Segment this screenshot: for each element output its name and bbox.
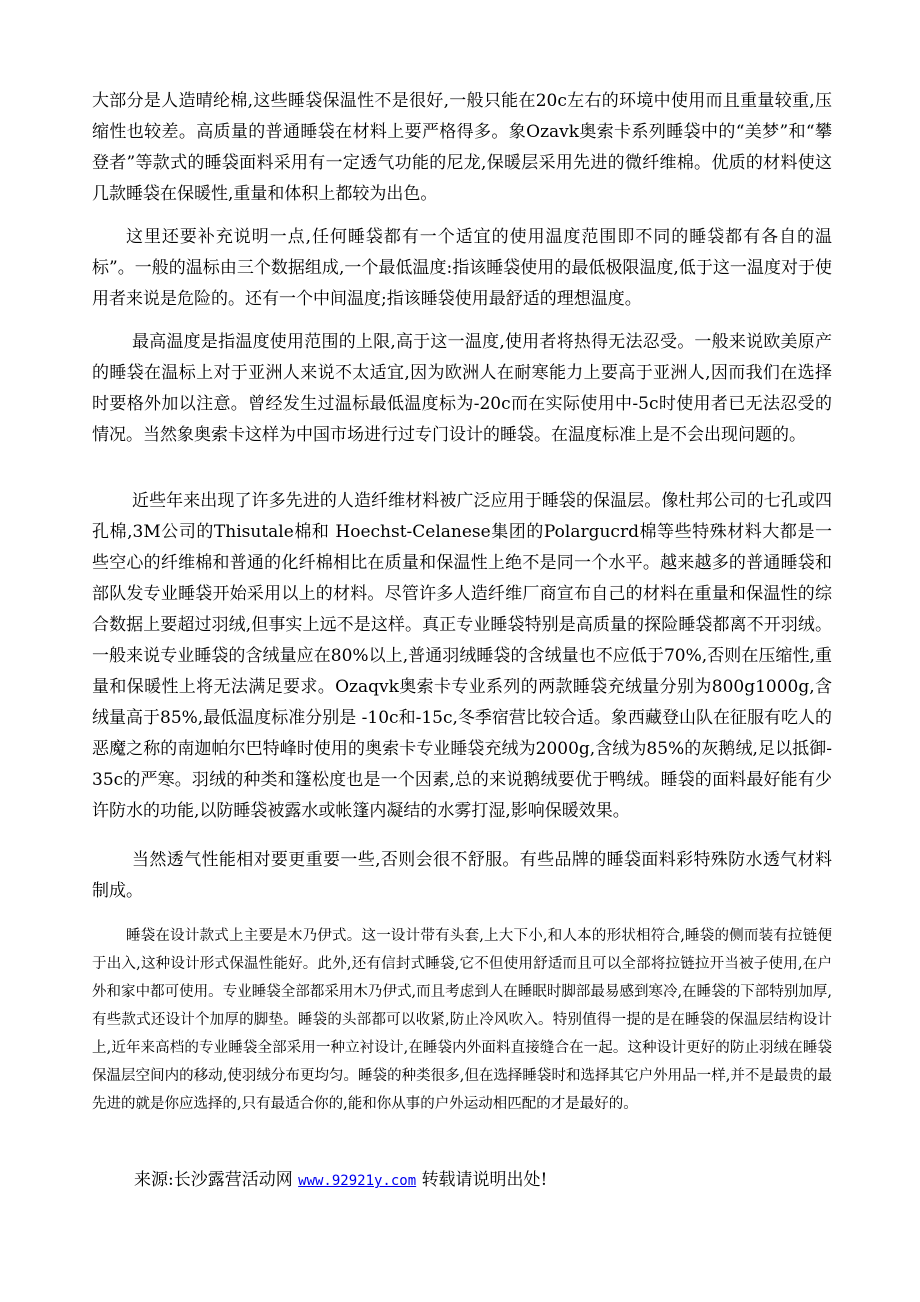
source-prefix: 来源:长沙露营活动网 [134, 1170, 293, 1190]
paragraph-6: 睡袋在设计款式上主要是木乃伊式。这一设计带有头套,上大下小,和人本的形状相符合,睡袋的侧而装有拉链便于出入,这种设计形式保温性能好。此外,还有信封式睡袋,它不但使用舒适而且可以全部将拉链拉开当被子使用,在户外和家中都可使用。专业睡袋全部都采用木乃伊式,而且考虑到人在睡眠时脚部最易感到寒冷,在睡袋的下部特别加厚,有些款式还设计个加厚的脚垫。睡袋的头部都可以收紧,防止冷风吹入。特别值得一提的是在睡袋的保温层结构设计上,近年来高档的专业睡袋全部采用一种立衬设计,在睡袋内外面料直接缝合在一起。这种设计更好的防止羽绒在睡袋保温层空间内的移动,使羽绒分布更均匀。睡袋的种类很多,但在选择睡袋时和选择其它户外用品一样,并不是最贵的最先进的就是你应选择的,只有最适合你的,能和你从事的户外运动相匹配的才是最好的。 [92, 928, 832, 1112]
paragraph-4: 近些年来出现了许多先进的人造纤维材料被广泛应用于睡袋的保温层。像杜邦公司的七孔或四孔棉,3M公司的Thisutale棉和 Hoechst-Celanese集团的Polargucrd棉等些特殊材料大都是一些空心的纤维棉和普通的化纤棉相比在质量和保温性上绝不是同一个水平。越来越多的普通睡袋和部队发专业睡袋开始采用以上的材料。尽管许多人造纤维厂商宣布自己的材料在重量和保温性的综合数据上要超过羽绒,但事实上远不是这样。真正专业睡袋特别是高质量的探险睡袋都离不开羽绒。一般来说专业睡袋的含绒量应在80%以上,普通羽绒睡袋的含绒量也不应低于70%,否则在压缩性,重量和保暖性上将无法满足要求。Ozaqvk奥索卡专业系列的两款睡袋充绒量分别为800g1000g,含绒量高于85%,最低温度标准分别是 -10c和-15c,冬季宿营比较合适。象西藏登山队在征服有吃人的恶魔之称的南迦帕尔巴特峰时使用的奥索卡专业睡袋充绒为2000g,含绒为85%的灰鹅绒,足以抵御-35c的严寒。羽绒的种类和篷松度也是一个因素,总的来说鹅绒要优于鸭绒。睡袋的面料最好能有少许防水的功能,以防睡袋被露水或帐篷内凝结的水雾打湿,影响保暖效果。 [92, 491, 832, 821]
source-line [134, 1165, 547, 1196]
paragraph-5: 当然透气性能相对要更重要一些,否则会很不舒服。有些品牌的睡袋面料彩特殊防水透气材料制成。 [92, 850, 832, 901]
source-suffix: 转载请说明出处! [421, 1170, 548, 1190]
paragraph-1: 大部分是人造晴纶棉,这些睡袋保温性不是很好,一般只能在20c左右的环境中使用而且重量较重,压缩性也较差。高质量的普通睡袋在材料上要严格得多。象Ozavk奥索卡系列睡袋中的“美梦”和“攀登者”等款式的睡袋面料采用有一定透气功能的尼龙,保暖层采用先进的微纤维棉。优质的材料使这几款睡袋在保暖性,重量和体积上都较为出色。 [92, 91, 832, 204]
source-link[interactable]: www.92921y.com [298, 1173, 417, 1189]
paragraph-2: 这里还要补充说明一点,任何睡袋都有一个适宜的使用温度范围即不同的睡袋都有各自的温标”。一般的温标由三个数据组成,一个最低温度:指该睡袋使用的最低极限温度,低于这一温度对于使用者来说是危险的。还有一个中间温度;指该睡袋使用最舒适的理想温度。 [92, 227, 832, 309]
paragraph-3: 最高温度是指温度使用范围的上限,高于这一温度,使用者将热得无法忍受。一般来说欧美原产的睡袋在温标上对于亚洲人来说不太适宜,因为欧洲人在耐寒能力上要高于亚洲人,因而我们在选择时要格外加以注意。曾经发生过温标最低温度标为-20c而在实际使用中-5c时使用者已无法忍受的情况。当然象奥索卡这样为中国市场进行过专门设计的睡袋。在温度标准上是不会出现问题的。 [92, 332, 832, 445]
